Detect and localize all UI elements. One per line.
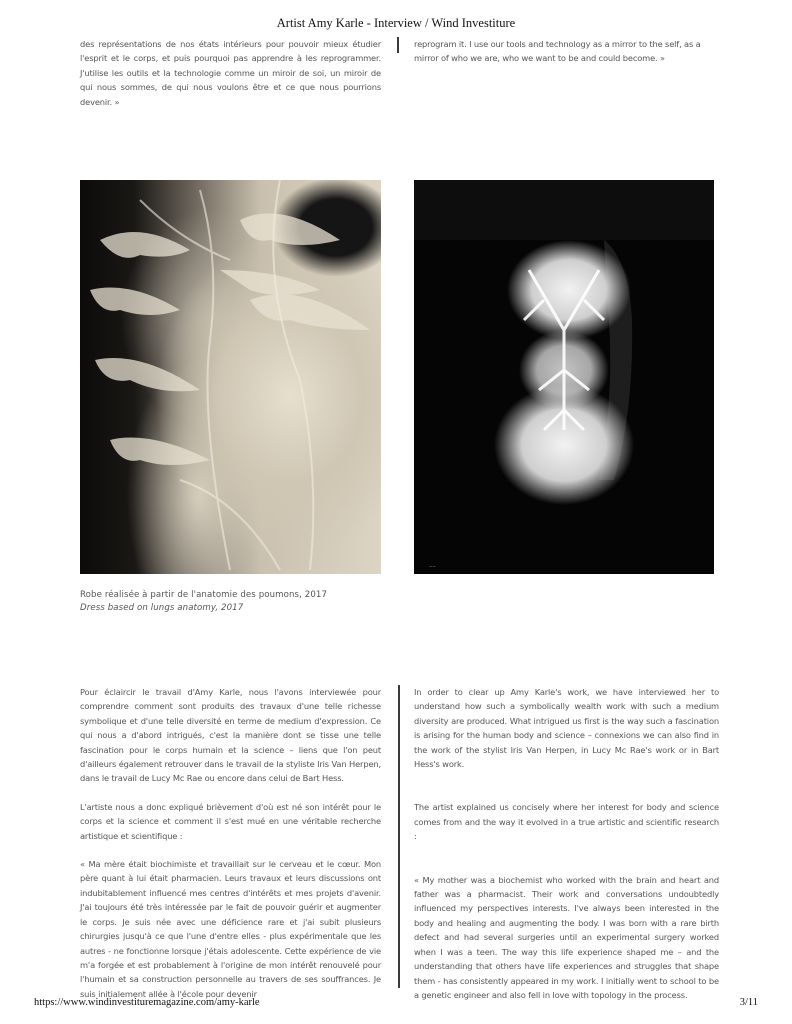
fr-continuation-column <box>80 37 381 109</box>
page-number: 3/11 <box>739 997 758 1008</box>
article-fr-column <box>80 685 381 1001</box>
branching-structure-graphic <box>80 180 381 574</box>
article-fr-paragraph: L'artiste nous a donc expliqué brièvement d'où est né son intérêt pour le corps et la science et comment il s'est mué en une véritable recherche artistique et scientifique : <box>80 801 381 841</box>
lungs-dress-full-photo <box>414 180 714 574</box>
page-header-title: Artist Amy Karle - Interview / Wind Investiture <box>276 16 516 30</box>
lungs-dress-detail-photo <box>80 180 381 574</box>
article-fr-paragraph: Pour éclaircir le travail d'Amy Karle, nous l'avons interviewée pour comprendre comment sont produits des travaux d'une telle richesse symbolique et d'une telle diversité en terme de medium d'expression. Ce qui nous a d'abord intrigués, c'est la manière dont se tisse une telle fascination pour le corps humain et la science – liens que l'on peut d'ailleurs également retrouver dans le travail de la styliste Iris Van Herpen, dans le travail de Lucy Mc Rae ou encore dans celui de Bart Hess. <box>80 687 381 784</box>
column-divider-article <box>398 685 400 988</box>
column-divider-top <box>397 37 399 53</box>
article-fr-quote: « Ma mère était biochimiste et travaillait sur le cerveau et le cœur. Mon père quant à lui était pharmacien. Leurs travaux et leurs discussions ont indubitablement influencé mes centres d'intérêts et mes projets d'avenir. J'ai toujours été très intéressée par le fait de pouvoir guérir et augmenter le corps. Je suis née avec une déficience rare et j'ai subit plusieurs chirurgies jusqu'à ce que l'une d'entre elles - plus expérimentale que les autres - ne fonctionne lorsque j'étais adolescente. Cette expérience de vie m'a forgée et est probablement à l'origine de mon intérêt renouvelé pour l'humain et sa construction personnelle au travers de ses souffrances. Je suis initialement allée à l'école pour devenir <box>80 859 381 999</box>
article-en-paragraph: In order to clear up Amy Karle's work, we have interviewed her to understand how such a symbolically wealth work with such a medium diversity are produced. What intrigued us first is the way such a fascination is arising for the human body and science – connexions we can also find in the work of the stylist Iris Van Herpen, in Lucy Mc Rae's work or in Bart Hess's work. <box>414 687 719 770</box>
photo-caption <box>80 589 327 614</box>
fr-continuation-text: des représentations de nos états intérieurs pour pouvoir mieux étudier l'esprit et le corps, et puis pourquoi pas apprendre à les reprogrammer. J'utilise les outils et la technologie comme un miroir de soi, un miroir de qui nous sommes, de qui nous voulons être et ce que nous pourrions devenir. » <box>80 39 381 107</box>
article-en-quote: « My mother was a biochemist who worked with the brain and heart and father was a pharmacist. Their work and conversations undoubtedly influenced my perspectives interests. I've always been interested in the body and healing and augmenting the body. I was born with a rare birth defect and had several surgeries until an experimental surgery worked when I was a teen. The way this life experience shaped me – and the understanding that others have life experiences and struggles that shape them - has consistently appeared in my work. I initially went to school to be a genetic engineer and also fell in love with topology in the process. <box>414 874 719 1000</box>
en-continuation-column <box>414 37 719 66</box>
footer-url: https://www.windinvestituremagazine.com/amy-karle <box>34 997 260 1008</box>
article-en-column <box>414 685 719 1002</box>
caption-fr: Robe réalisée à partir de l'anatomie des poumons, 2017 <box>80 590 328 600</box>
photo-signature: ~~ <box>429 564 436 569</box>
article-en-paragraph: The artist explained us concisely where her interest for body and science comes from and the way it evolved in a true artistic and scientific research : <box>414 802 719 842</box>
caption-en: Dress based on lungs anatomy, 2017 <box>80 602 244 613</box>
dress-on-mannequin-graphic <box>414 180 714 574</box>
en-continuation-text: reprogram it. I use our tools and technology as a mirror to the self, as a mirror of who we are, who we want to be and could become. » <box>414 39 701 64</box>
